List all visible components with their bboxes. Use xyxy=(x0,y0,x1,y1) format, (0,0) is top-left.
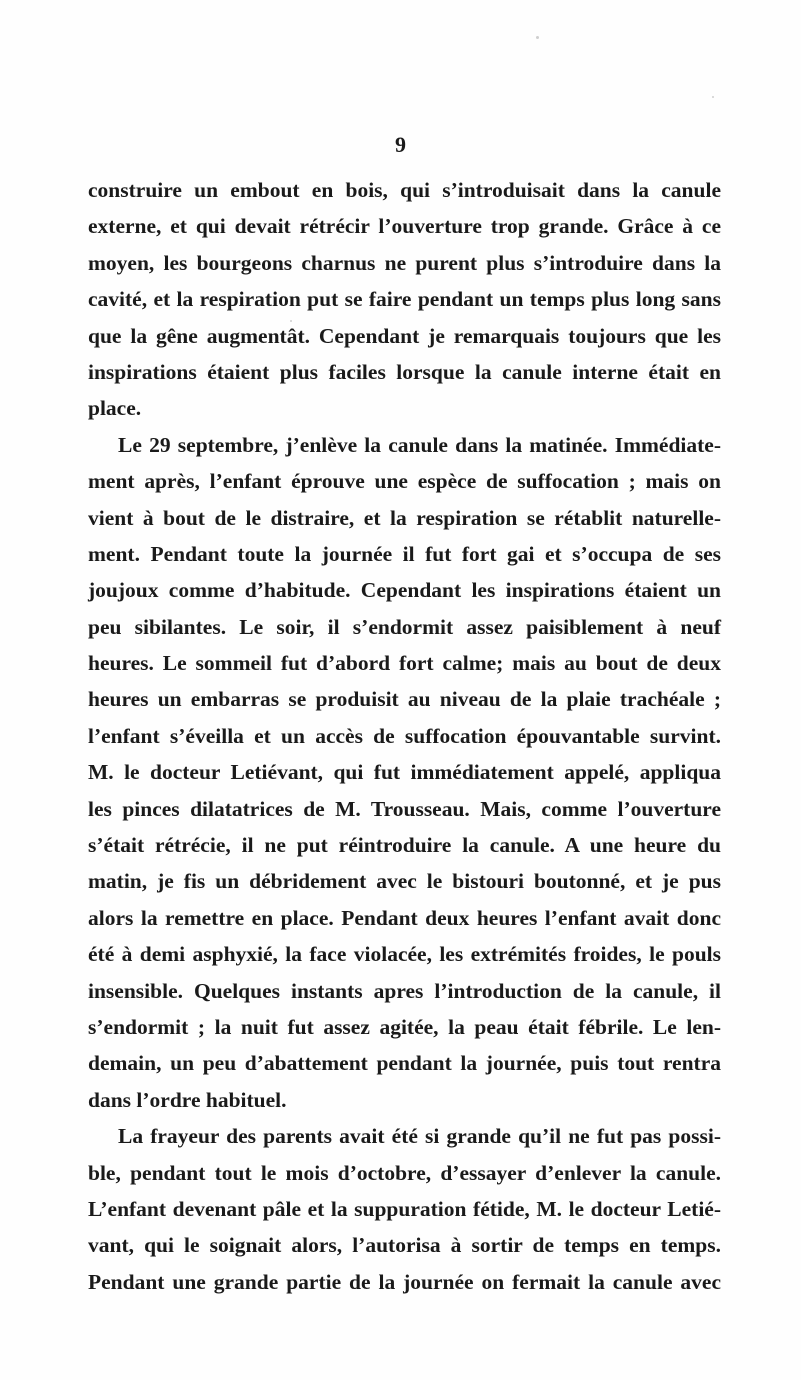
text-line: l’enfant s’éveilla et un accès de suffocation épouvantable survint. xyxy=(88,723,721,748)
text-line: heures. Le sommeil fut d’abord fort calme; mais au bout de deux xyxy=(88,651,721,676)
text-line: insensible. Quelques instants apres l’introduction de la canule, il xyxy=(88,978,721,1003)
text-line: ment. Pendant toute la journée il fut fort gai et s’occupa de ses xyxy=(88,541,721,566)
text-line: Le 29 septembre, j’enlève la canule dans la matinée. Immédiate- xyxy=(118,432,721,457)
text-line: inspirations étaient plus faciles lorsque la canule interne était en xyxy=(88,359,721,384)
text-line: vient à bout de le distraire, et la respiration se rétablit naturelle- xyxy=(88,505,721,530)
paper-speck xyxy=(536,36,539,39)
text-line: peu sibilantes. Le soir, il s’endormit assez paisiblement à neuf xyxy=(88,614,721,639)
text-line: vant, qui le soignait alors, l’autorisa à sortir de temps en temps. xyxy=(88,1233,721,1258)
text-line: construire un embout en bois, qui s’introduisait dans la canule xyxy=(88,178,721,202)
text-line: dans l’ordre habituel. xyxy=(88,1087,287,1112)
text-line: les pinces dilatatrices de M. Trousseau. Mais, comme l’ouverture xyxy=(88,796,721,821)
paper-speck xyxy=(712,96,714,98)
text-line: ble, pendant tout le mois d’octobre, d’essayer d’enlever la canule. xyxy=(88,1160,721,1185)
text-line: alors la remettre en place. Pendant deux heures l’enfant avait donc xyxy=(88,905,721,930)
text-line: M. le docteur Letiévant, qui fut immédiatement appelé, appliqua xyxy=(88,760,721,785)
text-line: été à demi asphyxié, la face violacée, les extrémités froides, le pouls xyxy=(88,942,721,967)
text-line: matin, je fis un débridement avec le bistouri boutonné, et je pus xyxy=(88,869,721,894)
text-line: Pendant une grande partie de la journée on fermait la canule avec xyxy=(88,1269,721,1294)
text-line: que la gêne augmentât. Cependant je remarquais toujours que les xyxy=(88,323,721,348)
text-line: ment après, l’enfant éprouve une espèce de suffocation ; mais on xyxy=(88,469,721,494)
text-line: heures un embarras se produisit au niveau de la plaie trachéale ; xyxy=(88,687,721,712)
text-line: s’était rétrécie, il ne put réintroduire la canule. A une heure du xyxy=(88,833,721,858)
text-line: cavité, et la respiration put se faire pendant un temps plus long sans xyxy=(88,287,721,312)
text-line: moyen, les bourgeons charnus ne purent plus s’introduire dans la xyxy=(88,250,721,275)
text-line: L’enfant devenant pâle et la suppuration fétide, M. le docteur Letié- xyxy=(88,1196,721,1221)
text-line: joujoux comme d’habitude. Cependant les inspirations étaient un xyxy=(88,578,721,603)
text-line: externe, et qui devait rétrécir l’ouverture trop grande. Grâce à ce xyxy=(88,214,721,239)
text-line: La frayeur des parents avait été si grande qu’il ne fut pas possi- xyxy=(118,1124,721,1149)
body-text xyxy=(88,172,721,1300)
text-line: demain, un peu d’abattement pendant la journée, puis tout rentra xyxy=(88,1051,721,1076)
text-line: place. xyxy=(88,396,142,421)
text-line: s’endormit ; la nuit fut assez agitée, la peau était fébrile. Le len- xyxy=(88,1014,721,1039)
page-number: 9 xyxy=(395,132,406,157)
